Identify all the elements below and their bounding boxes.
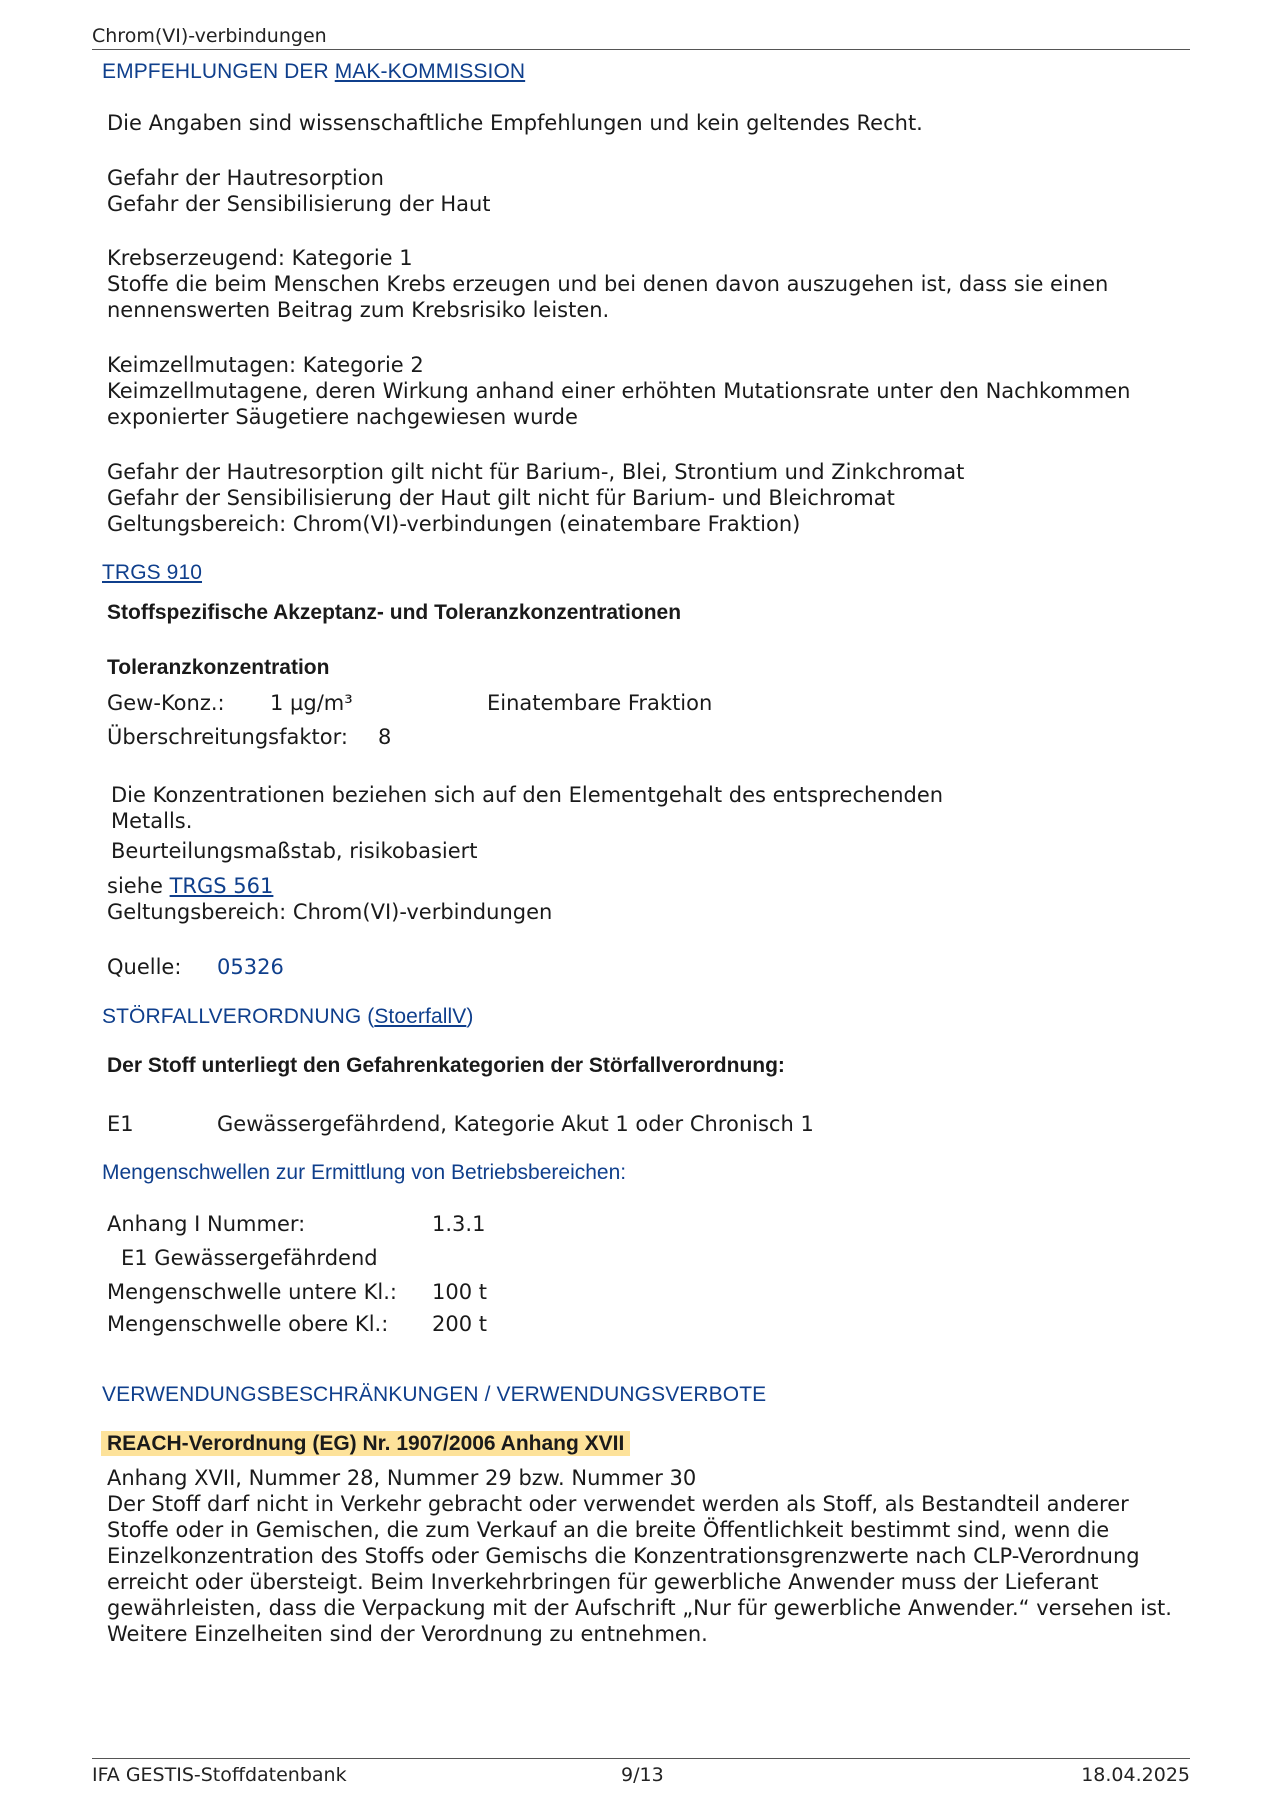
annex-description: E1 Gewässergefährdend (121, 1246, 378, 1270)
annex-number-label: Anhang I Nummer: (107, 1212, 306, 1236)
thresholds-heading: Mengenschwellen zur Ermittlung von Betriebsbereichen: (102, 1161, 627, 1184)
header-divider (92, 49, 1190, 50)
lower-threshold-value: 100 t (432, 1280, 487, 1304)
mak-section-heading (102, 60, 525, 84)
mak-carcinogen-category: Krebserzeugend: Kategorie 1 (107, 246, 413, 270)
stoerfall-subheading: Der Stoff unterliegt den Gefahrenkategorien der Störfallverordnung: (107, 1054, 785, 1077)
footer-database-name: IFA GESTIS-Stoffdatenbank (92, 1764, 347, 1786)
trgs561-reference (107, 873, 273, 899)
mak-note-resorption: Gefahr der Hautresorption gilt nicht für Barium-, Blei, Strontium und Zinkchromat (107, 460, 965, 484)
trgs910-note-criterion: Beurteilungsmaßstab, risikobasiert (111, 839, 478, 863)
mak-commission-link[interactable]: MAK-KOMMISSION (334, 60, 526, 83)
footer-page-number: 9/13 (621, 1764, 664, 1786)
trgs561-link[interactable]: TRGS 561 (169, 874, 274, 898)
concentration-value: 1 µg/m³ (270, 691, 353, 715)
hazard-category-text: Gewässergefährdend, Kategorie Akut 1 oder Chronisch 1 (217, 1112, 814, 1136)
mak-hazard-sensitisation: Gefahr der Sensibilisierung der Haut (107, 192, 491, 216)
trgs910-scope: Geltungsbereich: Chrom(VI)-verbindungen (107, 900, 553, 924)
stoerfall-heading-suffix: ) (466, 1005, 474, 1028)
mak-mutagen-category: Keimzellmutagen: Kategorie 2 (107, 353, 424, 377)
mak-mutagen-description: Keimzellmutagene, deren Wirkung anhand einer erhöhten Mutationsrate unter den Nachkommen exponierter Säugetiere nachgewiesen wurde (107, 379, 1131, 429)
concentration-label: Gew-Konz.: (107, 691, 225, 715)
reach-heading-highlight: REACH-Verordnung (EG) Nr. 1907/2006 Anhang XVII (101, 1431, 630, 1456)
source-label: Quelle: (107, 955, 182, 979)
hazard-category-code: E1 (107, 1112, 134, 1136)
mak-hazard-resorption: Gefahr der Hautresorption (107, 166, 384, 190)
reach-restriction-text: Der Stoff darf nicht in Verkehr gebracht oder verwendet werden als Stoff, als Bestandteil anderer Stoffe oder in Gemischen, die zum Verkauf an die breite Öffentlichkeit bestimmt sind, wenn die Einzelkonzentration des Stoffs oder Gemischs die Konzentrationsgrenzwerte nach CLP-Verordnung erreicht oder übersteigt. Beim Inverkehrbringen für gewerbliche Anwender muss der Lieferant gewährleisten, dass die Verpackung mit der Aufschrift „Nur für gewerbliche Anwender.“ versehen ist. Weitere Einzelheiten sind der Verordnung zu entnehmen. (107, 1492, 1172, 1646)
running-header-title: Chrom(VI)-verbindungen (92, 25, 327, 47)
stoerfallv-link[interactable]: StoerfallV (374, 1005, 467, 1028)
footer-date: 18.04.2025 (1081, 1764, 1190, 1786)
stoerfall-heading (102, 1005, 473, 1029)
footer-divider (92, 1758, 1190, 1759)
stoerfall-heading-prefix: STÖRFALLVERORDNUNG ( (102, 1005, 375, 1028)
mak-carcinogen-description: Stoffe die beim Menschen Krebs erzeugen und bei denen davon auszugehen ist, dass sie einen nennenswerten Beitrag zum Krebsrisiko leisten. (107, 272, 1109, 322)
exceedance-factor-label: Überschreitungsfaktor: (107, 725, 348, 749)
restrictions-heading: VERWENDUNGSBESCHRÄNKUNGEN / VERWENDUNGSVERBOTE (102, 1383, 767, 1406)
upper-threshold-label: Mengenschwelle obere Kl.: (107, 1312, 389, 1336)
upper-threshold-value: 200 t (432, 1312, 487, 1336)
source-value: 05326 (217, 955, 284, 979)
mak-scope: Geltungsbereich: Chrom(VI)-verbindungen (einatembare Fraktion) (107, 512, 801, 536)
see-prefix: siehe (107, 874, 170, 898)
mak-disclaimer: Die Angaben sind wissenschaftliche Empfehlungen und kein geltendes Recht. (107, 111, 923, 135)
trgs910-heading (102, 561, 202, 585)
exceedance-factor-value: 8 (378, 725, 392, 749)
mak-heading-prefix: EMPFEHLUNGEN DER (102, 60, 335, 83)
concentration-fraction: Einatembare Fraktion (487, 691, 713, 715)
trgs910-note-element: Die Konzentrationen beziehen sich auf den Elementgehalt des entsprechenden Metalls. (111, 783, 944, 833)
annex-number-value: 1.3.1 (432, 1212, 486, 1236)
reach-heading (101, 1432, 630, 1456)
reach-annex-line: Anhang XVII, Nummer 28, Nummer 29 bzw. Nummer 30 (107, 1466, 697, 1490)
lower-threshold-label: Mengenschwelle untere Kl.: (107, 1280, 397, 1304)
mak-note-sensitisation: Gefahr der Sensibilisierung der Haut gilt nicht für Barium- und Bleichromat (107, 486, 895, 510)
tolerance-heading: Toleranzkonzentration (107, 656, 330, 679)
trgs910-subheading: Stoffspezifische Akzeptanz- und Toleranzkonzentrationen (107, 601, 682, 624)
trgs910-link[interactable]: TRGS 910 (102, 561, 203, 584)
